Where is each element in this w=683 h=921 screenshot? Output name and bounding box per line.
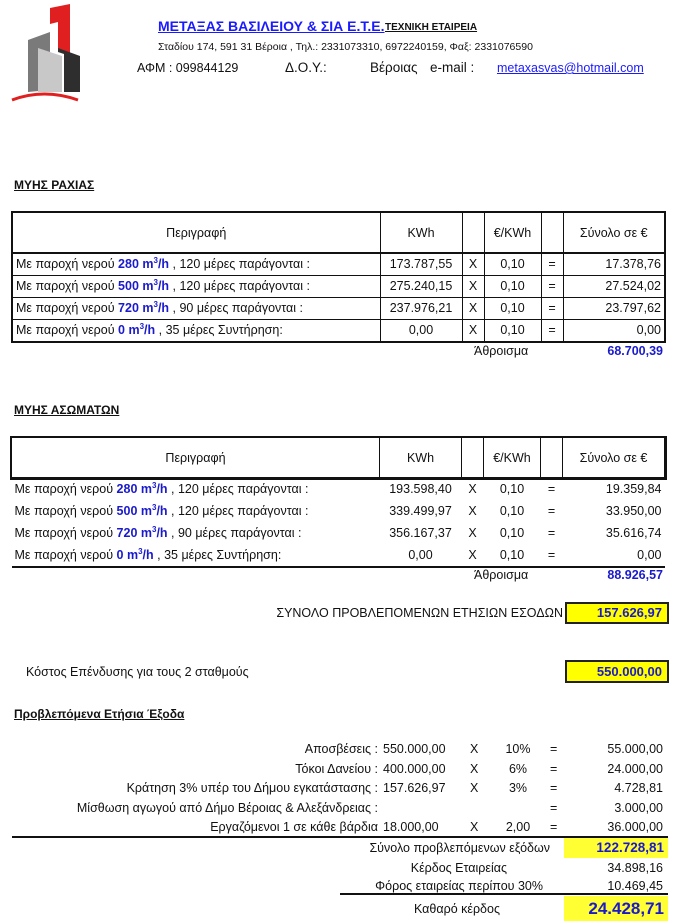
expense-eq: =	[550, 762, 558, 776]
col-kwh: KWh	[380, 212, 462, 253]
row-eq: =	[541, 298, 563, 320]
company-profit-label: Κέρδος Εταιρείας	[410, 861, 507, 875]
table-asomaton	[11, 437, 665, 568]
table-row	[12, 478, 665, 501]
expense-rate: 3%	[508, 781, 528, 795]
row-description: Με παροχή νερού 500 $m^3/h$ , 120 μέρες παράγονται :	[14, 502, 309, 518]
row-kwh: 193.598,40	[389, 482, 452, 496]
expenses-total-value: 122.728,81	[564, 838, 668, 858]
row-price: 0,10	[484, 253, 541, 276]
section-title-rachia: ΜΥΗΣ ΡΑΧΙΑΣ	[14, 178, 95, 192]
row-total: 19.359,84	[605, 482, 662, 496]
expense-base: 18.000,00	[383, 820, 439, 834]
row-total: 35.616,74	[605, 526, 662, 540]
expense-label: Εργαζόμενοι 1 σε κάθε βάρδια	[210, 820, 378, 834]
company-tax-label: Φόρος εταιρείας περίπου 30%	[375, 879, 543, 893]
company-type: ΤΕΧΝΙΚΗ ΕΤΑΙΡΕΙΑ	[385, 22, 478, 33]
col-total: Σύνολο σε €	[563, 438, 665, 478]
tax-office-value: Βέροιας	[370, 60, 418, 75]
company-name: ΜΕΤΑΞΑΣ ΒΑΣΙΛΕΙΟΥ & ΣΙΑ Ε.Τ.Ε.	[158, 18, 385, 34]
col-kwh: KWh	[380, 438, 462, 478]
expense-total: 4.728,81	[614, 781, 663, 795]
row-total: 0,00	[563, 544, 665, 567]
expense-label: Κράτηση 3% υπέρ του Δήμου εγκατάστασης :	[126, 781, 378, 795]
expense-row	[0, 762, 683, 782]
expense-total: 55.000,00	[607, 742, 663, 756]
row-total: 33.950,00	[605, 504, 662, 518]
email-link[interactable]: metaxasvas@hotmail.com	[497, 61, 644, 75]
row-kwh: 0,00	[380, 320, 462, 343]
expense-rate: 10%	[505, 742, 531, 756]
row-kwh: 356.167,37	[389, 526, 452, 540]
section-title-asomaton: ΜΥΗΣ ΑΣΩΜΑΤΩΝ	[14, 403, 120, 417]
row-total: 17.378,76	[563, 253, 665, 276]
row-kwh: 173.787,55	[380, 253, 462, 276]
expense-base: 550.000,00	[383, 742, 446, 756]
table-header	[12, 438, 665, 478]
row-description: Με παροχή νερού 500 $m^3/h$ , 120 μέρες παράγονται :	[12, 276, 380, 298]
col-price: €/KWh	[484, 438, 541, 478]
row-x: X	[468, 482, 477, 496]
row-total: 27.524,02	[563, 276, 665, 298]
row-kwh: 0,00	[380, 544, 462, 567]
building-logo-icon	[8, 4, 80, 102]
row-description: Με παροχή νερού 280 $m^3/h$ , 120 μέρες παράγονται :	[14, 480, 309, 496]
expense-rate: 6%	[508, 762, 528, 776]
expense-total: 24.000,00	[607, 762, 663, 776]
expense-total: 36.000,00	[607, 820, 663, 834]
expense-x: X	[470, 762, 479, 776]
row-x: X	[462, 253, 484, 276]
expense-label: Μίσθωση αγωγού από Δήμο Βέροιας & Αλεξάνδρειας :	[76, 801, 378, 815]
row-x: X	[468, 526, 477, 540]
tax-office-label: Δ.Ο.Υ.:	[285, 60, 327, 75]
sum-label-rachia: Άθροισμα	[474, 344, 529, 358]
row-price: 0,10	[484, 320, 541, 343]
row-price: 0,10	[499, 526, 525, 540]
row-x: X	[468, 504, 477, 518]
expense-x: X	[470, 781, 479, 795]
investment-value: 550.000,00	[565, 660, 669, 683]
row-description: Με παροχή νερού 280 $m^3/h$ , 120 μέρες παράγονται :	[12, 253, 380, 276]
expense-row	[0, 742, 683, 762]
col-description: Περιγραφή	[12, 212, 380, 253]
table-row	[12, 522, 665, 544]
row-kwh: 237.976,21	[380, 298, 462, 320]
company-tax-value: 10.469,45	[607, 879, 663, 893]
expense-label: Τόκοι Δανείου :	[295, 762, 378, 776]
divider	[340, 893, 668, 895]
row-eq: =	[547, 526, 556, 540]
row-price: 0,10	[499, 482, 525, 496]
row-description: Με παροχή νερού 0 $m^3/h$ , 35 μέρες Συντήρηση:	[12, 320, 380, 343]
row-price: 0,10	[499, 504, 525, 518]
email-label: e-mail :	[430, 60, 475, 75]
expense-row	[0, 801, 683, 821]
income-total-label: ΣΥΝΟΛΟ ΠΡΟΒΛΕΠΟΜΕΝΩΝ ΕΤΗΣΙΩΝ ΕΣΟΔΩΝ	[276, 606, 563, 620]
table-row	[12, 298, 665, 320]
sum-value-asomaton: 88.926,57	[607, 568, 663, 582]
company-address: Σταδίου 174, 591 31 Βέροια , Τηλ.: 2331073310, 6972240159, Φαξ: 2331076590	[158, 41, 533, 53]
row-description: Με παροχή νερού 720 $m^3/h$ , 90 μέρες παράγονται :	[12, 298, 380, 320]
row-eq: =	[541, 253, 563, 276]
row-kwh: 275.240,15	[380, 276, 462, 298]
expense-eq: =	[550, 742, 558, 756]
table-row	[12, 500, 665, 522]
table-rachia	[11, 211, 666, 343]
row-eq: =	[547, 482, 556, 496]
row-kwh: 339.499,97	[389, 504, 452, 518]
table-row	[12, 276, 665, 298]
expense-eq: =	[550, 801, 558, 815]
table-header	[12, 212, 665, 253]
expense-eq: =	[550, 781, 558, 795]
net-profit-value: 24.428,71	[564, 896, 668, 921]
expense-base: 157.626,97	[383, 781, 446, 795]
row-price: 0,10	[484, 544, 541, 567]
row-eq: =	[541, 544, 563, 567]
expenses-title: Προβλεπόμενα Ετήσια Έξοδα	[14, 707, 185, 721]
row-x: X	[462, 320, 484, 343]
expense-base: 400.000,00	[383, 762, 446, 776]
sum-label-asomaton: Άθροισμα	[474, 568, 529, 582]
net-profit-label: Καθαρό κέρδος	[414, 902, 500, 916]
row-eq: =	[541, 276, 563, 298]
tax-id: ΑΦΜ : 099844129	[137, 61, 239, 75]
expense-label: Αποσβέσεις :	[304, 742, 378, 756]
row-total: 23.797,62	[563, 298, 665, 320]
col-price: €/KWh	[484, 212, 541, 253]
table-row	[12, 320, 665, 343]
income-total-value: 157.626,97	[565, 602, 669, 624]
sum-value-rachia: 68.700,39	[607, 344, 663, 358]
row-price: 0,10	[484, 276, 541, 298]
col-eq	[541, 438, 563, 478]
table-row	[12, 253, 665, 276]
row-x: X	[462, 544, 484, 567]
row-eq: =	[547, 504, 556, 518]
expense-x: X	[470, 742, 479, 756]
row-price: 0,10	[484, 298, 541, 320]
investment-label: Κόστος Επένδυσης για τους 2 σταθμούς	[26, 665, 249, 679]
expenses-total-label: Σύνολο προβλεπόμενων εξόδων	[369, 841, 550, 855]
row-x: X	[462, 298, 484, 320]
expense-eq: =	[550, 820, 558, 834]
col-total: Σύνολο σε €	[563, 212, 665, 253]
col-description: Περιγραφή	[12, 438, 380, 478]
expense-rate: 2,00	[505, 820, 531, 834]
expense-row	[0, 781, 683, 801]
row-description: Με παροχή νερού 720 $m^3/h$ , 90 μέρες παράγονται :	[14, 524, 302, 540]
col-eq	[541, 212, 563, 253]
expense-total: 3.000,00	[614, 801, 663, 815]
row-description: Με παροχή νερού 0 $m^3/h$ , 35 μέρες Συντήρηση:	[12, 544, 380, 567]
col-x	[462, 212, 484, 253]
row-x: X	[462, 276, 484, 298]
col-x	[462, 438, 484, 478]
row-total: 0,00	[563, 320, 665, 343]
company-profit-value: 34.898,16	[607, 861, 663, 875]
row-eq: =	[541, 320, 563, 343]
table-row	[12, 544, 665, 567]
expense-x: X	[470, 820, 479, 834]
